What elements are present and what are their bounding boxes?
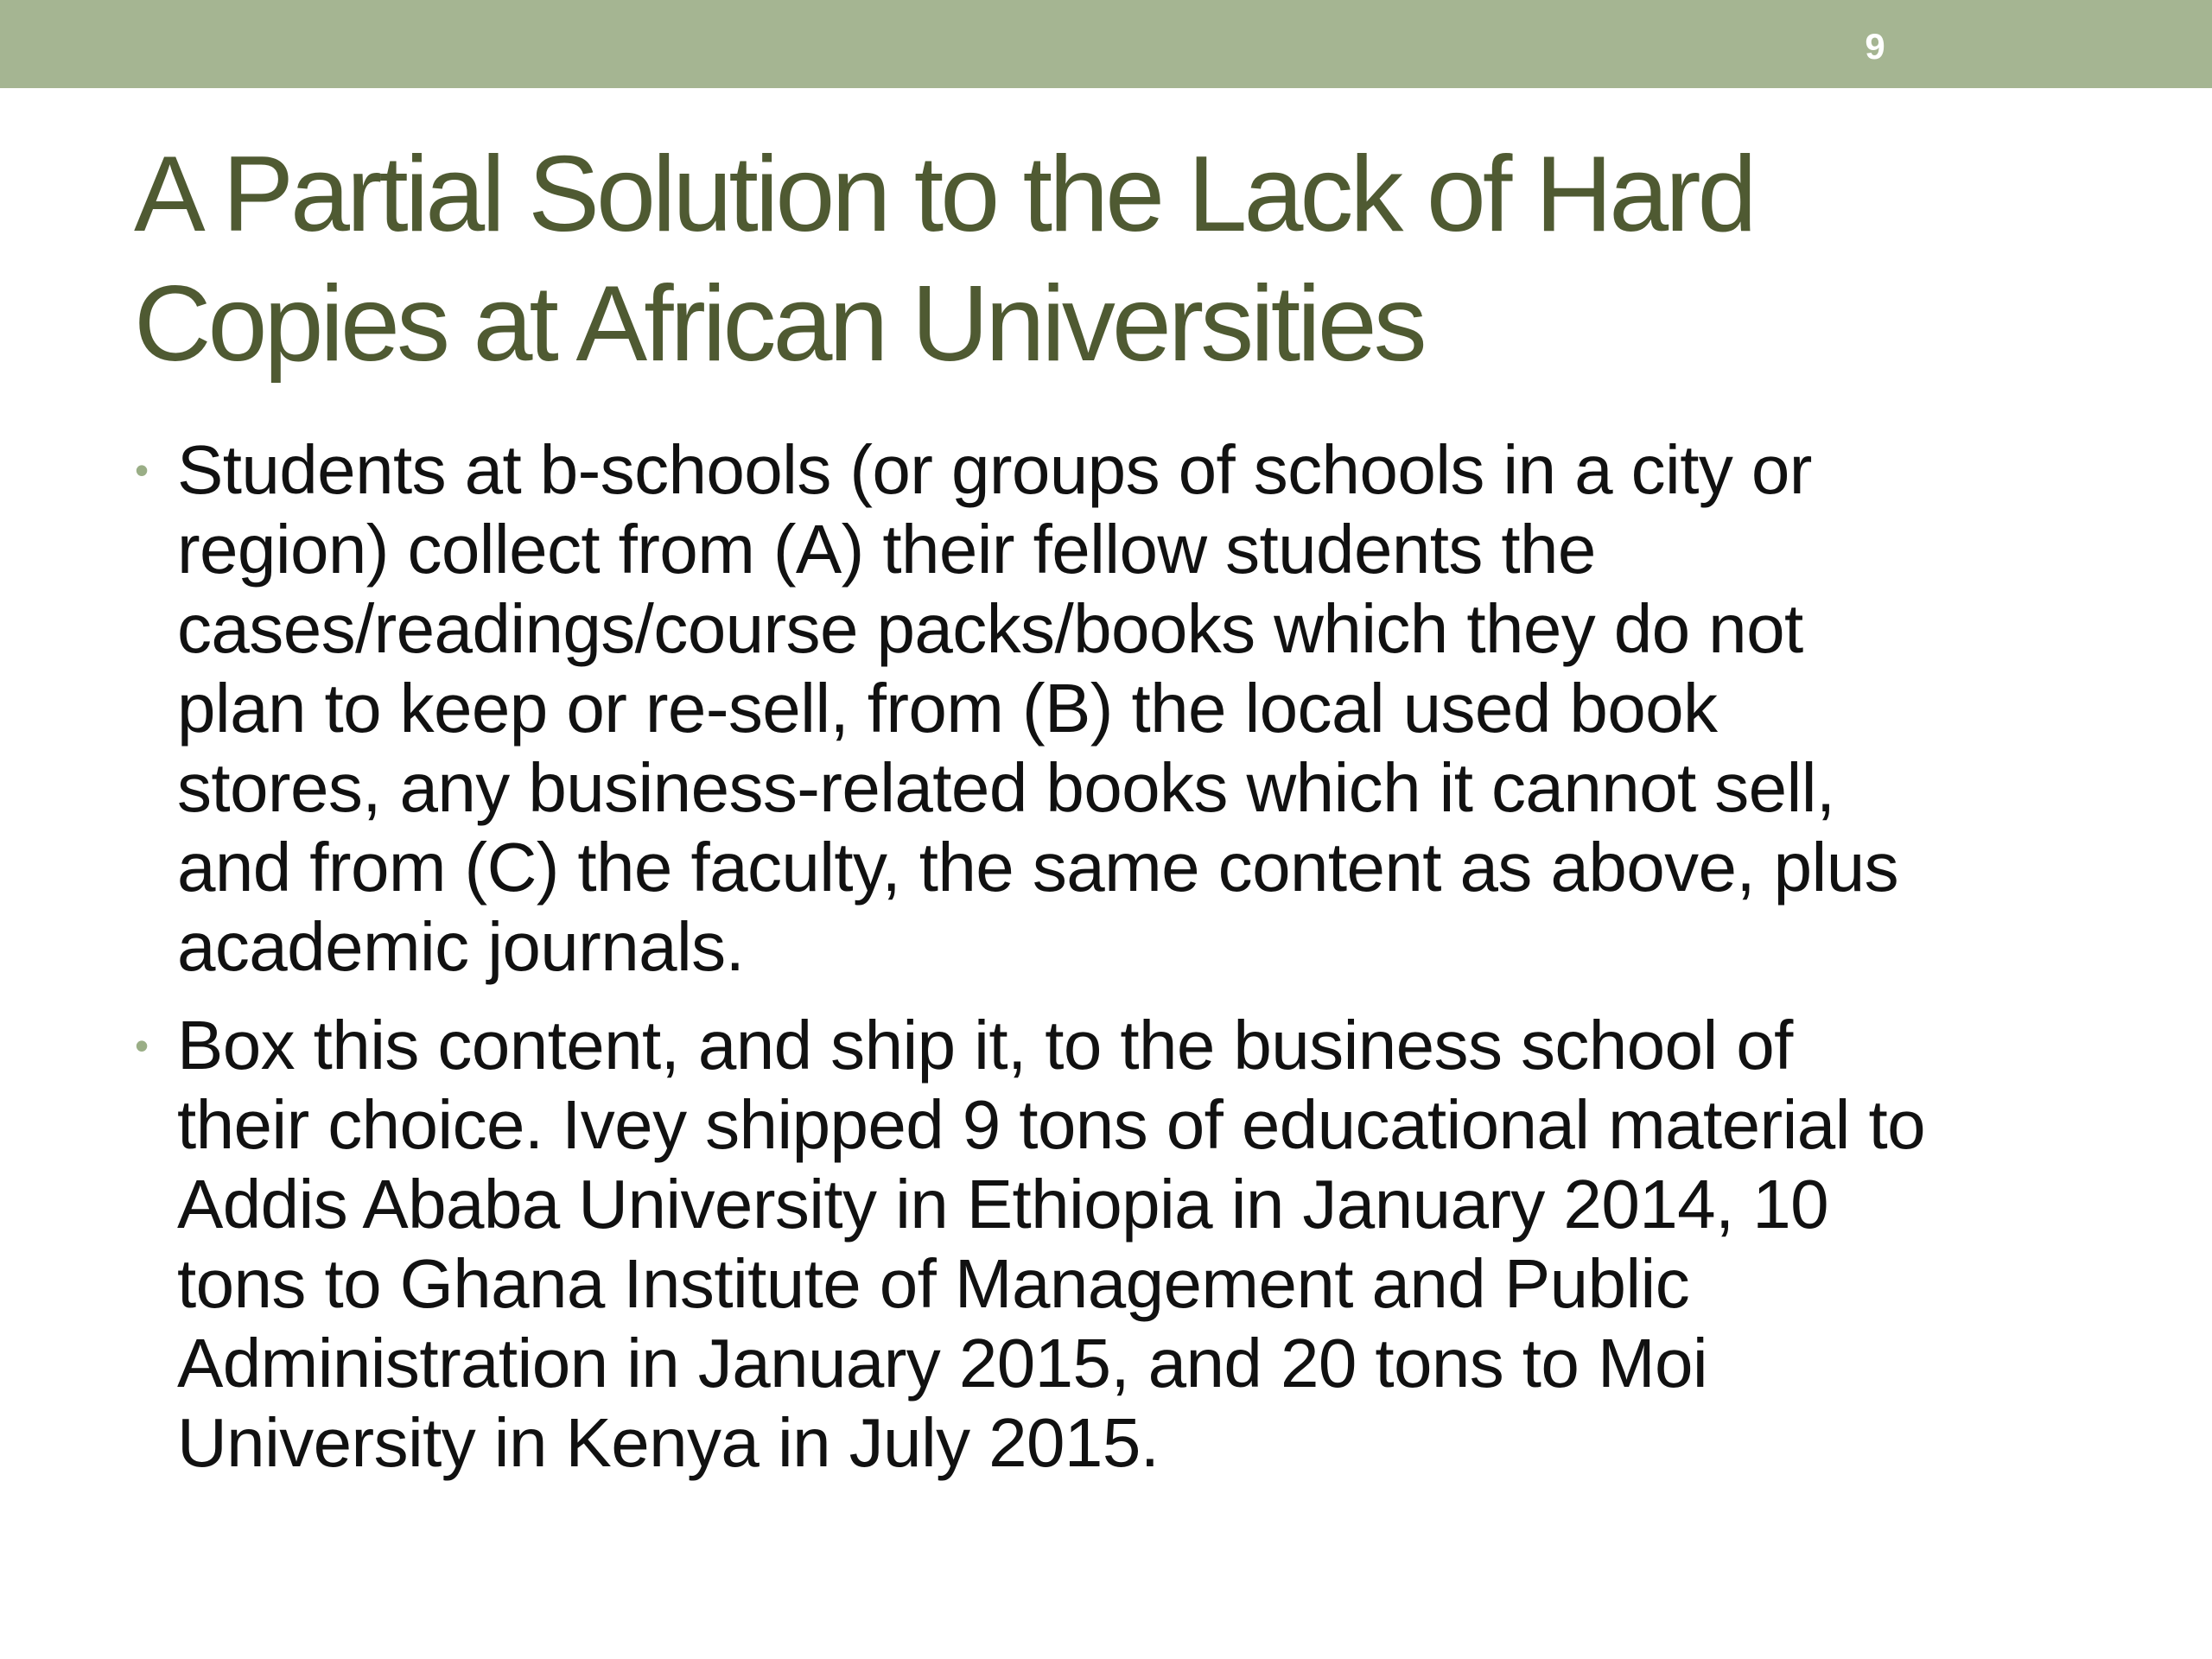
bullet-text-line: University in Kenya in July 2015.: [177, 1404, 1160, 1481]
bullet-text-line: Administration in January 2015, and 20 tons to Moi: [177, 1325, 1708, 1402]
bullet-text-line: Addis Ababa University in Ethiopia in January 2014, 10: [177, 1166, 1829, 1243]
slide-title: [134, 130, 2121, 389]
bullet-list: [130, 430, 2117, 1502]
bullet-text-line: their choice. Ivey shipped 9 tons of educational material to: [177, 1086, 1925, 1163]
bullet-text-line: cases/readings/course packs/books which they do not: [177, 590, 1803, 667]
bullet-point-icon: •: [135, 1023, 149, 1068]
bullet-text-line: and from (C) the faculty, the same content as above, plus: [177, 829, 1899, 906]
bullet-text-line: plan to keep or re-sell, from (B) the local used book: [177, 670, 1718, 747]
bullet-item-shipping: [130, 1006, 2117, 1483]
slide-header-bar: [0, 0, 2212, 88]
bullet-text-line: Box this content, and ship it, to the business school of: [177, 1007, 1793, 1084]
bullet-item-collection: [130, 430, 2117, 987]
slide-title-line: Copies at African Universities: [134, 264, 1424, 384]
bullet-text-line: Students at b-schools (or groups of schools in a city or: [177, 431, 1812, 508]
bullet-text-line: tons to Ghana Institute of Management and Public: [177, 1245, 1690, 1322]
bullet-point-icon: •: [135, 448, 149, 493]
slide-title-line: A Partial Solution to the Lack of Hard: [134, 135, 1754, 254]
bullet-text-line: academic journals.: [177, 908, 745, 985]
bullet-text-line: region) collect from (A) their fellow students the: [177, 511, 1596, 588]
bullet-text-line: stores, any business-related books which it cannot sell,: [177, 749, 1835, 826]
slide-number: 9: [1865, 26, 1885, 67]
